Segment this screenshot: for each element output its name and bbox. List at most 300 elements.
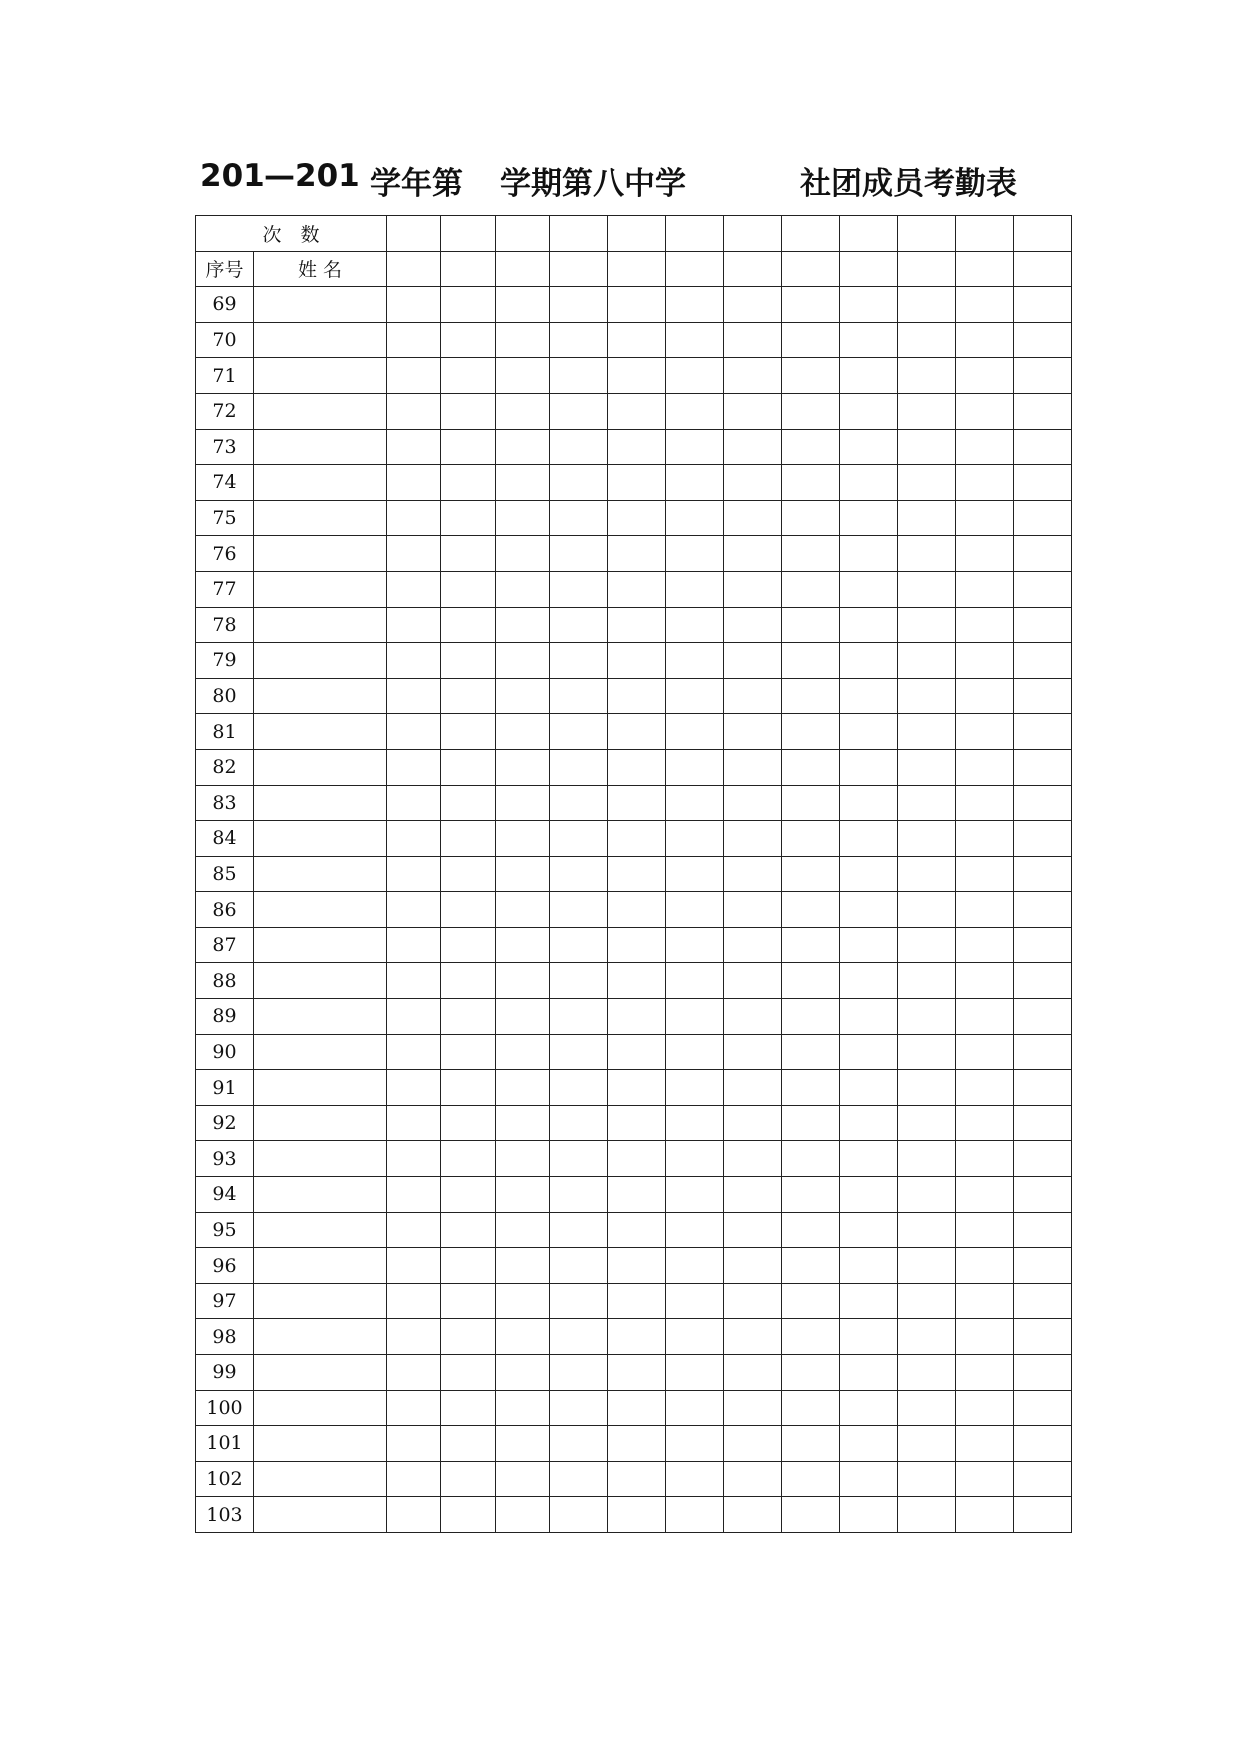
attendance-cell[interactable] bbox=[387, 714, 441, 750]
attendance-cell[interactable] bbox=[666, 963, 724, 999]
attendance-cell[interactable] bbox=[441, 714, 496, 750]
attendance-cell[interactable] bbox=[387, 963, 441, 999]
attendance-cell[interactable] bbox=[956, 714, 1014, 750]
attendance-cell[interactable] bbox=[550, 1497, 608, 1533]
attendance-cell[interactable] bbox=[666, 322, 724, 358]
attendance-cell[interactable] bbox=[782, 607, 840, 643]
member-name-cell[interactable] bbox=[254, 1390, 387, 1426]
attendance-cell[interactable] bbox=[550, 393, 608, 429]
attendance-cell[interactable] bbox=[724, 1283, 782, 1319]
attendance-cell[interactable] bbox=[898, 963, 956, 999]
attendance-cell[interactable] bbox=[724, 500, 782, 536]
attendance-cell[interactable] bbox=[898, 287, 956, 323]
attendance-cell[interactable] bbox=[441, 1105, 496, 1141]
member-name-cell[interactable] bbox=[254, 1497, 387, 1533]
attendance-cell[interactable] bbox=[1014, 1283, 1072, 1319]
attendance-cell[interactable] bbox=[724, 1426, 782, 1462]
attendance-cell[interactable] bbox=[956, 1426, 1014, 1462]
attendance-cell[interactable] bbox=[898, 927, 956, 963]
attendance-cell[interactable] bbox=[782, 714, 840, 750]
attendance-cell[interactable] bbox=[496, 536, 550, 572]
attendance-cell[interactable] bbox=[608, 429, 666, 465]
attendance-cell[interactable] bbox=[782, 1248, 840, 1284]
attendance-cell[interactable] bbox=[666, 892, 724, 928]
attendance-cell[interactable] bbox=[608, 1141, 666, 1177]
attendance-cell[interactable] bbox=[1014, 322, 1072, 358]
attendance-cell[interactable] bbox=[550, 1461, 608, 1497]
attendance-cell[interactable] bbox=[666, 251, 724, 287]
attendance-cell[interactable] bbox=[1014, 643, 1072, 679]
attendance-cell[interactable] bbox=[550, 643, 608, 679]
attendance-cell[interactable] bbox=[1014, 1105, 1072, 1141]
member-name-cell[interactable] bbox=[254, 714, 387, 750]
attendance-cell[interactable] bbox=[666, 678, 724, 714]
attendance-cell[interactable] bbox=[550, 287, 608, 323]
attendance-cell[interactable] bbox=[608, 999, 666, 1035]
attendance-cell[interactable] bbox=[550, 571, 608, 607]
attendance-cell[interactable] bbox=[1014, 999, 1072, 1035]
attendance-cell[interactable] bbox=[956, 251, 1014, 287]
attendance-cell[interactable] bbox=[550, 892, 608, 928]
attendance-cell[interactable] bbox=[898, 892, 956, 928]
attendance-cell[interactable] bbox=[387, 536, 441, 572]
attendance-cell[interactable] bbox=[441, 856, 496, 892]
attendance-cell[interactable] bbox=[550, 322, 608, 358]
attendance-cell[interactable] bbox=[387, 1319, 441, 1355]
attendance-cell[interactable] bbox=[550, 1105, 608, 1141]
attendance-cell[interactable] bbox=[956, 393, 1014, 429]
attendance-cell[interactable] bbox=[956, 1319, 1014, 1355]
attendance-cell[interactable] bbox=[898, 1355, 956, 1391]
attendance-cell[interactable] bbox=[840, 1426, 898, 1462]
attendance-cell[interactable] bbox=[840, 216, 898, 252]
attendance-cell[interactable] bbox=[496, 963, 550, 999]
attendance-cell[interactable] bbox=[608, 607, 666, 643]
attendance-cell[interactable] bbox=[724, 251, 782, 287]
attendance-cell[interactable] bbox=[387, 1461, 441, 1497]
attendance-cell[interactable] bbox=[782, 1141, 840, 1177]
attendance-cell[interactable] bbox=[496, 1461, 550, 1497]
attendance-cell[interactable] bbox=[782, 749, 840, 785]
attendance-cell[interactable] bbox=[496, 1497, 550, 1533]
attendance-cell[interactable] bbox=[441, 1426, 496, 1462]
attendance-cell[interactable] bbox=[898, 714, 956, 750]
attendance-cell[interactable] bbox=[724, 1355, 782, 1391]
attendance-cell[interactable] bbox=[956, 536, 1014, 572]
attendance-cell[interactable] bbox=[840, 536, 898, 572]
attendance-cell[interactable] bbox=[387, 358, 441, 394]
attendance-cell[interactable] bbox=[550, 465, 608, 501]
member-name-cell[interactable] bbox=[254, 1461, 387, 1497]
attendance-cell[interactable] bbox=[956, 216, 1014, 252]
attendance-cell[interactable] bbox=[550, 999, 608, 1035]
attendance-cell[interactable] bbox=[956, 607, 1014, 643]
attendance-cell[interactable] bbox=[956, 1248, 1014, 1284]
attendance-cell[interactable] bbox=[782, 643, 840, 679]
attendance-cell[interactable] bbox=[956, 821, 1014, 857]
attendance-cell[interactable] bbox=[898, 1034, 956, 1070]
attendance-cell[interactable] bbox=[496, 465, 550, 501]
attendance-cell[interactable] bbox=[898, 1319, 956, 1355]
attendance-cell[interactable] bbox=[898, 393, 956, 429]
attendance-cell[interactable] bbox=[782, 999, 840, 1035]
attendance-cell[interactable] bbox=[666, 216, 724, 252]
attendance-cell[interactable] bbox=[550, 749, 608, 785]
attendance-cell[interactable] bbox=[956, 678, 1014, 714]
attendance-cell[interactable] bbox=[666, 1105, 724, 1141]
member-name-cell[interactable] bbox=[254, 607, 387, 643]
attendance-cell[interactable] bbox=[496, 1034, 550, 1070]
attendance-cell[interactable] bbox=[496, 856, 550, 892]
attendance-cell[interactable] bbox=[608, 287, 666, 323]
attendance-cell[interactable] bbox=[840, 1319, 898, 1355]
attendance-cell[interactable] bbox=[956, 785, 1014, 821]
attendance-cell[interactable] bbox=[496, 429, 550, 465]
attendance-cell[interactable] bbox=[782, 1390, 840, 1426]
attendance-cell[interactable] bbox=[956, 1390, 1014, 1426]
attendance-cell[interactable] bbox=[1014, 1461, 1072, 1497]
attendance-cell[interactable] bbox=[724, 1390, 782, 1426]
attendance-cell[interactable] bbox=[840, 999, 898, 1035]
attendance-cell[interactable] bbox=[724, 1034, 782, 1070]
attendance-cell[interactable] bbox=[840, 1034, 898, 1070]
attendance-cell[interactable] bbox=[782, 892, 840, 928]
attendance-cell[interactable] bbox=[1014, 287, 1072, 323]
member-name-cell[interactable] bbox=[254, 785, 387, 821]
attendance-cell[interactable] bbox=[782, 216, 840, 252]
attendance-cell[interactable] bbox=[956, 927, 1014, 963]
attendance-cell[interactable] bbox=[441, 999, 496, 1035]
attendance-cell[interactable] bbox=[840, 892, 898, 928]
attendance-cell[interactable] bbox=[608, 749, 666, 785]
member-name-cell[interactable] bbox=[254, 856, 387, 892]
attendance-cell[interactable] bbox=[666, 856, 724, 892]
attendance-cell[interactable] bbox=[496, 678, 550, 714]
attendance-cell[interactable] bbox=[387, 999, 441, 1035]
attendance-cell[interactable] bbox=[441, 1283, 496, 1319]
attendance-cell[interactable] bbox=[666, 429, 724, 465]
attendance-cell[interactable] bbox=[550, 785, 608, 821]
attendance-cell[interactable] bbox=[550, 963, 608, 999]
attendance-cell[interactable] bbox=[441, 643, 496, 679]
attendance-cell[interactable] bbox=[898, 1497, 956, 1533]
member-name-cell[interactable] bbox=[254, 1034, 387, 1070]
attendance-cell[interactable] bbox=[840, 287, 898, 323]
attendance-cell[interactable] bbox=[840, 856, 898, 892]
attendance-cell[interactable] bbox=[1014, 927, 1072, 963]
attendance-cell[interactable] bbox=[956, 892, 1014, 928]
attendance-cell[interactable] bbox=[840, 1497, 898, 1533]
attendance-cell[interactable] bbox=[496, 1070, 550, 1106]
attendance-cell[interactable] bbox=[608, 322, 666, 358]
attendance-cell[interactable] bbox=[840, 500, 898, 536]
attendance-cell[interactable] bbox=[1014, 1070, 1072, 1106]
attendance-cell[interactable] bbox=[782, 963, 840, 999]
attendance-cell[interactable] bbox=[840, 1070, 898, 1106]
attendance-cell[interactable] bbox=[782, 1212, 840, 1248]
member-name-cell[interactable] bbox=[254, 500, 387, 536]
attendance-cell[interactable] bbox=[898, 1426, 956, 1462]
attendance-cell[interactable] bbox=[608, 358, 666, 394]
attendance-cell[interactable] bbox=[441, 429, 496, 465]
attendance-cell[interactable] bbox=[441, 393, 496, 429]
attendance-cell[interactable] bbox=[1014, 251, 1072, 287]
attendance-cell[interactable] bbox=[1014, 465, 1072, 501]
attendance-cell[interactable] bbox=[608, 1355, 666, 1391]
attendance-cell[interactable] bbox=[608, 393, 666, 429]
attendance-cell[interactable] bbox=[441, 287, 496, 323]
attendance-cell[interactable] bbox=[496, 287, 550, 323]
attendance-cell[interactable] bbox=[782, 465, 840, 501]
attendance-cell[interactable] bbox=[496, 1426, 550, 1462]
attendance-cell[interactable] bbox=[898, 1461, 956, 1497]
attendance-cell[interactable] bbox=[724, 1177, 782, 1213]
attendance-cell[interactable] bbox=[898, 571, 956, 607]
attendance-cell[interactable] bbox=[1014, 678, 1072, 714]
attendance-cell[interactable] bbox=[898, 251, 956, 287]
attendance-cell[interactable] bbox=[496, 821, 550, 857]
attendance-cell[interactable] bbox=[496, 1319, 550, 1355]
attendance-cell[interactable] bbox=[550, 607, 608, 643]
attendance-cell[interactable] bbox=[724, 643, 782, 679]
attendance-cell[interactable] bbox=[840, 749, 898, 785]
attendance-cell[interactable] bbox=[441, 821, 496, 857]
member-name-cell[interactable] bbox=[254, 1105, 387, 1141]
attendance-cell[interactable] bbox=[666, 785, 724, 821]
attendance-cell[interactable] bbox=[608, 465, 666, 501]
attendance-cell[interactable] bbox=[666, 1426, 724, 1462]
member-name-cell[interactable] bbox=[254, 749, 387, 785]
attendance-cell[interactable] bbox=[840, 785, 898, 821]
attendance-cell[interactable] bbox=[898, 678, 956, 714]
attendance-cell[interactable] bbox=[782, 536, 840, 572]
attendance-cell[interactable] bbox=[840, 821, 898, 857]
attendance-cell[interactable] bbox=[898, 1141, 956, 1177]
attendance-cell[interactable] bbox=[666, 1248, 724, 1284]
attendance-cell[interactable] bbox=[782, 856, 840, 892]
member-name-cell[interactable] bbox=[254, 1283, 387, 1319]
attendance-cell[interactable] bbox=[496, 500, 550, 536]
attendance-cell[interactable] bbox=[496, 749, 550, 785]
attendance-cell[interactable] bbox=[1014, 393, 1072, 429]
attendance-cell[interactable] bbox=[840, 358, 898, 394]
attendance-cell[interactable] bbox=[608, 714, 666, 750]
attendance-cell[interactable] bbox=[387, 500, 441, 536]
attendance-cell[interactable] bbox=[898, 358, 956, 394]
attendance-cell[interactable] bbox=[387, 643, 441, 679]
attendance-cell[interactable] bbox=[387, 1283, 441, 1319]
attendance-cell[interactable] bbox=[840, 465, 898, 501]
attendance-cell[interactable] bbox=[1014, 1141, 1072, 1177]
attendance-cell[interactable] bbox=[496, 1141, 550, 1177]
attendance-cell[interactable] bbox=[840, 1141, 898, 1177]
attendance-cell[interactable] bbox=[608, 1497, 666, 1533]
attendance-cell[interactable] bbox=[898, 1248, 956, 1284]
member-name-cell[interactable] bbox=[254, 821, 387, 857]
attendance-cell[interactable] bbox=[782, 1070, 840, 1106]
attendance-cell[interactable] bbox=[441, 1390, 496, 1426]
attendance-cell[interactable] bbox=[441, 1212, 496, 1248]
attendance-cell[interactable] bbox=[496, 1355, 550, 1391]
attendance-cell[interactable] bbox=[387, 607, 441, 643]
member-name-cell[interactable] bbox=[254, 1355, 387, 1391]
attendance-cell[interactable] bbox=[608, 643, 666, 679]
attendance-cell[interactable] bbox=[782, 500, 840, 536]
member-name-cell[interactable] bbox=[254, 465, 387, 501]
attendance-cell[interactable] bbox=[608, 1319, 666, 1355]
member-name-cell[interactable] bbox=[254, 1426, 387, 1462]
attendance-cell[interactable] bbox=[1014, 714, 1072, 750]
attendance-cell[interactable] bbox=[387, 1070, 441, 1106]
attendance-cell[interactable] bbox=[496, 1390, 550, 1426]
attendance-cell[interactable] bbox=[1014, 429, 1072, 465]
attendance-cell[interactable] bbox=[840, 1212, 898, 1248]
attendance-cell[interactable] bbox=[1014, 1426, 1072, 1462]
attendance-cell[interactable] bbox=[441, 571, 496, 607]
attendance-cell[interactable] bbox=[782, 1461, 840, 1497]
attendance-cell[interactable] bbox=[441, 607, 496, 643]
attendance-cell[interactable] bbox=[441, 358, 496, 394]
attendance-cell[interactable] bbox=[1014, 1319, 1072, 1355]
attendance-cell[interactable] bbox=[387, 1212, 441, 1248]
attendance-cell[interactable] bbox=[956, 1212, 1014, 1248]
attendance-cell[interactable] bbox=[608, 785, 666, 821]
attendance-cell[interactable] bbox=[608, 856, 666, 892]
attendance-cell[interactable] bbox=[724, 785, 782, 821]
attendance-cell[interactable] bbox=[666, 571, 724, 607]
attendance-cell[interactable] bbox=[666, 1070, 724, 1106]
attendance-cell[interactable] bbox=[956, 1497, 1014, 1533]
attendance-cell[interactable] bbox=[724, 571, 782, 607]
attendance-cell[interactable] bbox=[666, 1141, 724, 1177]
attendance-cell[interactable] bbox=[840, 393, 898, 429]
attendance-cell[interactable] bbox=[666, 1283, 724, 1319]
attendance-cell[interactable] bbox=[724, 429, 782, 465]
attendance-cell[interactable] bbox=[550, 251, 608, 287]
attendance-cell[interactable] bbox=[724, 393, 782, 429]
attendance-cell[interactable] bbox=[496, 216, 550, 252]
attendance-cell[interactable] bbox=[608, 1034, 666, 1070]
attendance-cell[interactable] bbox=[956, 1461, 1014, 1497]
attendance-cell[interactable] bbox=[608, 500, 666, 536]
attendance-cell[interactable] bbox=[956, 999, 1014, 1035]
attendance-cell[interactable] bbox=[956, 749, 1014, 785]
attendance-cell[interactable] bbox=[608, 821, 666, 857]
attendance-cell[interactable] bbox=[550, 500, 608, 536]
attendance-cell[interactable] bbox=[666, 1212, 724, 1248]
attendance-cell[interactable] bbox=[387, 749, 441, 785]
attendance-cell[interactable] bbox=[782, 429, 840, 465]
attendance-cell[interactable] bbox=[608, 571, 666, 607]
attendance-cell[interactable] bbox=[724, 714, 782, 750]
attendance-cell[interactable] bbox=[840, 927, 898, 963]
attendance-cell[interactable] bbox=[666, 1319, 724, 1355]
member-name-cell[interactable] bbox=[254, 643, 387, 679]
attendance-cell[interactable] bbox=[898, 429, 956, 465]
attendance-cell[interactable] bbox=[496, 358, 550, 394]
attendance-cell[interactable] bbox=[1014, 856, 1072, 892]
attendance-cell[interactable] bbox=[666, 465, 724, 501]
attendance-cell[interactable] bbox=[550, 1390, 608, 1426]
attendance-cell[interactable] bbox=[724, 1070, 782, 1106]
attendance-cell[interactable] bbox=[724, 927, 782, 963]
member-name-cell[interactable] bbox=[254, 571, 387, 607]
attendance-cell[interactable] bbox=[387, 251, 441, 287]
attendance-cell[interactable] bbox=[1014, 607, 1072, 643]
attendance-cell[interactable] bbox=[956, 571, 1014, 607]
attendance-cell[interactable] bbox=[724, 963, 782, 999]
attendance-cell[interactable] bbox=[387, 287, 441, 323]
attendance-cell[interactable] bbox=[840, 714, 898, 750]
attendance-cell[interactable] bbox=[898, 322, 956, 358]
member-name-cell[interactable] bbox=[254, 1070, 387, 1106]
attendance-cell[interactable] bbox=[441, 1070, 496, 1106]
attendance-cell[interactable] bbox=[387, 1426, 441, 1462]
attendance-cell[interactable] bbox=[666, 287, 724, 323]
attendance-cell[interactable] bbox=[724, 1105, 782, 1141]
attendance-cell[interactable] bbox=[782, 1355, 840, 1391]
attendance-cell[interactable] bbox=[956, 1177, 1014, 1213]
attendance-cell[interactable] bbox=[840, 1283, 898, 1319]
attendance-cell[interactable] bbox=[840, 322, 898, 358]
attendance-cell[interactable] bbox=[724, 1212, 782, 1248]
attendance-cell[interactable] bbox=[666, 927, 724, 963]
attendance-cell[interactable] bbox=[550, 1283, 608, 1319]
attendance-cell[interactable] bbox=[956, 1355, 1014, 1391]
attendance-cell[interactable] bbox=[387, 927, 441, 963]
attendance-cell[interactable] bbox=[441, 678, 496, 714]
attendance-cell[interactable] bbox=[496, 927, 550, 963]
attendance-cell[interactable] bbox=[1014, 1212, 1072, 1248]
attendance-cell[interactable] bbox=[608, 1390, 666, 1426]
attendance-cell[interactable] bbox=[666, 643, 724, 679]
attendance-cell[interactable] bbox=[956, 643, 1014, 679]
attendance-cell[interactable] bbox=[441, 927, 496, 963]
attendance-cell[interactable] bbox=[956, 465, 1014, 501]
attendance-cell[interactable] bbox=[724, 892, 782, 928]
attendance-cell[interactable] bbox=[496, 1283, 550, 1319]
member-name-cell[interactable] bbox=[254, 322, 387, 358]
attendance-cell[interactable] bbox=[1014, 571, 1072, 607]
attendance-cell[interactable] bbox=[550, 678, 608, 714]
attendance-cell[interactable] bbox=[496, 1177, 550, 1213]
attendance-cell[interactable] bbox=[782, 821, 840, 857]
attendance-cell[interactable] bbox=[1014, 749, 1072, 785]
attendance-cell[interactable] bbox=[608, 216, 666, 252]
member-name-cell[interactable] bbox=[254, 536, 387, 572]
attendance-cell[interactable] bbox=[782, 1283, 840, 1319]
attendance-cell[interactable] bbox=[496, 892, 550, 928]
attendance-cell[interactable] bbox=[782, 785, 840, 821]
attendance-cell[interactable] bbox=[782, 1105, 840, 1141]
attendance-cell[interactable] bbox=[550, 821, 608, 857]
attendance-cell[interactable] bbox=[840, 607, 898, 643]
member-name-cell[interactable] bbox=[254, 393, 387, 429]
attendance-cell[interactable] bbox=[956, 358, 1014, 394]
attendance-cell[interactable] bbox=[666, 999, 724, 1035]
attendance-cell[interactable] bbox=[666, 393, 724, 429]
attendance-cell[interactable] bbox=[724, 1248, 782, 1284]
attendance-cell[interactable] bbox=[840, 1248, 898, 1284]
attendance-cell[interactable] bbox=[1014, 1034, 1072, 1070]
attendance-cell[interactable] bbox=[496, 571, 550, 607]
attendance-cell[interactable] bbox=[608, 1070, 666, 1106]
attendance-cell[interactable] bbox=[666, 500, 724, 536]
attendance-cell[interactable] bbox=[1014, 1177, 1072, 1213]
attendance-cell[interactable] bbox=[666, 1461, 724, 1497]
attendance-cell[interactable] bbox=[387, 393, 441, 429]
attendance-cell[interactable] bbox=[1014, 1248, 1072, 1284]
